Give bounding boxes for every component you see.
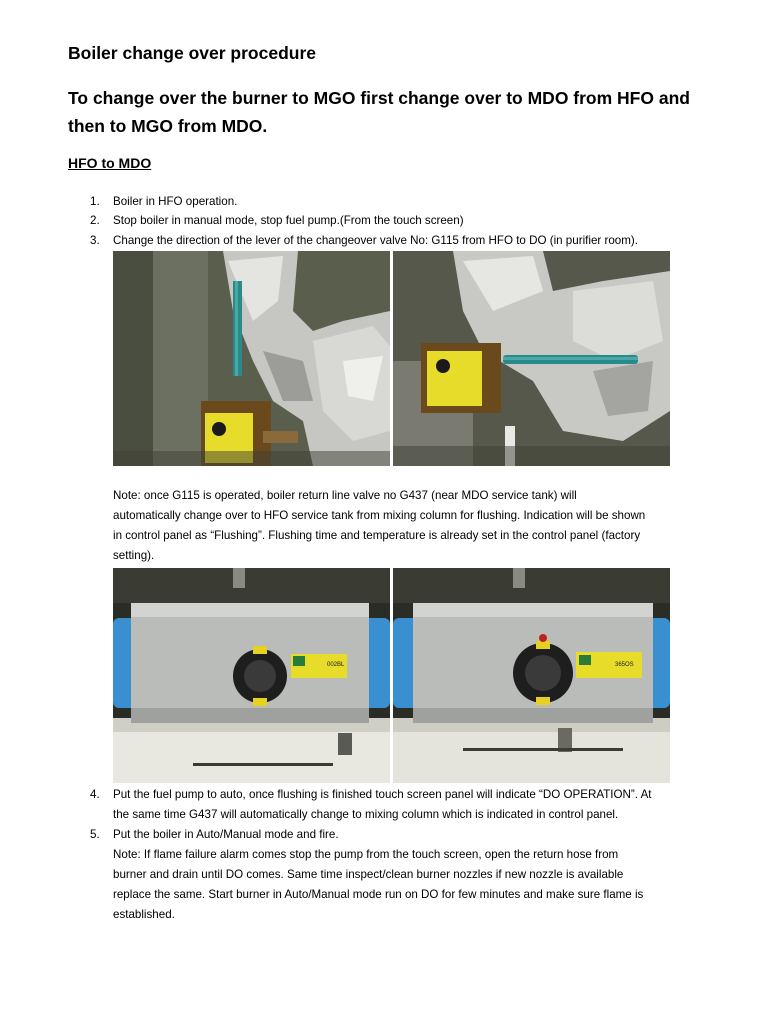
step-text [113, 785, 652, 825]
actuator-photo-after [393, 568, 670, 783]
document-title: Boiler change over procedure [68, 43, 316, 63]
step-number: 1. [90, 195, 100, 208]
note-line: in control panel as “Flushing”. Flushing time and temperature is already set in the control panel (factory [113, 529, 641, 542]
section-heading-hfo-to-mdo: HFO to MDO [68, 155, 152, 171]
step-line: burner and drain until DO comes. Same time inspect/clean burner nozzles if new nozzle is available [113, 868, 624, 881]
step-number: 5. [90, 828, 100, 841]
actuator-tag-text: 365OS [615, 662, 634, 668]
step-number: 4. [90, 788, 100, 801]
step-text [113, 825, 643, 925]
step-text: Change the direction of the lever of the changeover valve No: G115 from HFO to DO (in purifier room). [113, 234, 638, 247]
step-number: 2. [90, 214, 100, 227]
valve-lever-photo-after [393, 251, 670, 466]
step-text: Stop boiler in manual mode, stop fuel pump.(From the touch screen) [113, 214, 464, 227]
flushing-note [113, 486, 713, 566]
step-number: 3. [90, 234, 100, 247]
step-line: replace the same. Start burner in Auto/Manual mode run on DO for few minutes and make sure flame is [113, 888, 644, 901]
note-line: Note: once G115 is operated, boiler return line valve no G437 (near MDO service tank) will [113, 489, 577, 502]
step-line: Put the fuel pump to auto, once flushing is finished touch screen panel will indicate “DO OPERATION”. At [113, 788, 652, 801]
actuator-tag-text: 002BL [327, 662, 345, 668]
step-line: the same time G437 will automatically change to mixing column which is indicated in control panel. [113, 808, 619, 821]
step-line: Note: If flame failure alarm comes stop the pump from the touch screen, open the return hose from [113, 848, 619, 861]
step-line: established. [113, 908, 175, 921]
note-line: automatically change over to HFO service tank from mixing column for flushing. Indication will be shown [113, 509, 646, 522]
actuator-photo-before [113, 568, 390, 783]
step-text: Boiler in HFO operation. [113, 195, 238, 208]
procedure-heading: To change over the burner to MGO first change over to MDO from HFO and then to MGO from MDO. [68, 88, 690, 136]
valve-lever-photo-before [113, 251, 390, 466]
step-line: Put the boiler in Auto/Manual mode and fire. [113, 828, 339, 841]
note-line: setting). [113, 549, 155, 562]
